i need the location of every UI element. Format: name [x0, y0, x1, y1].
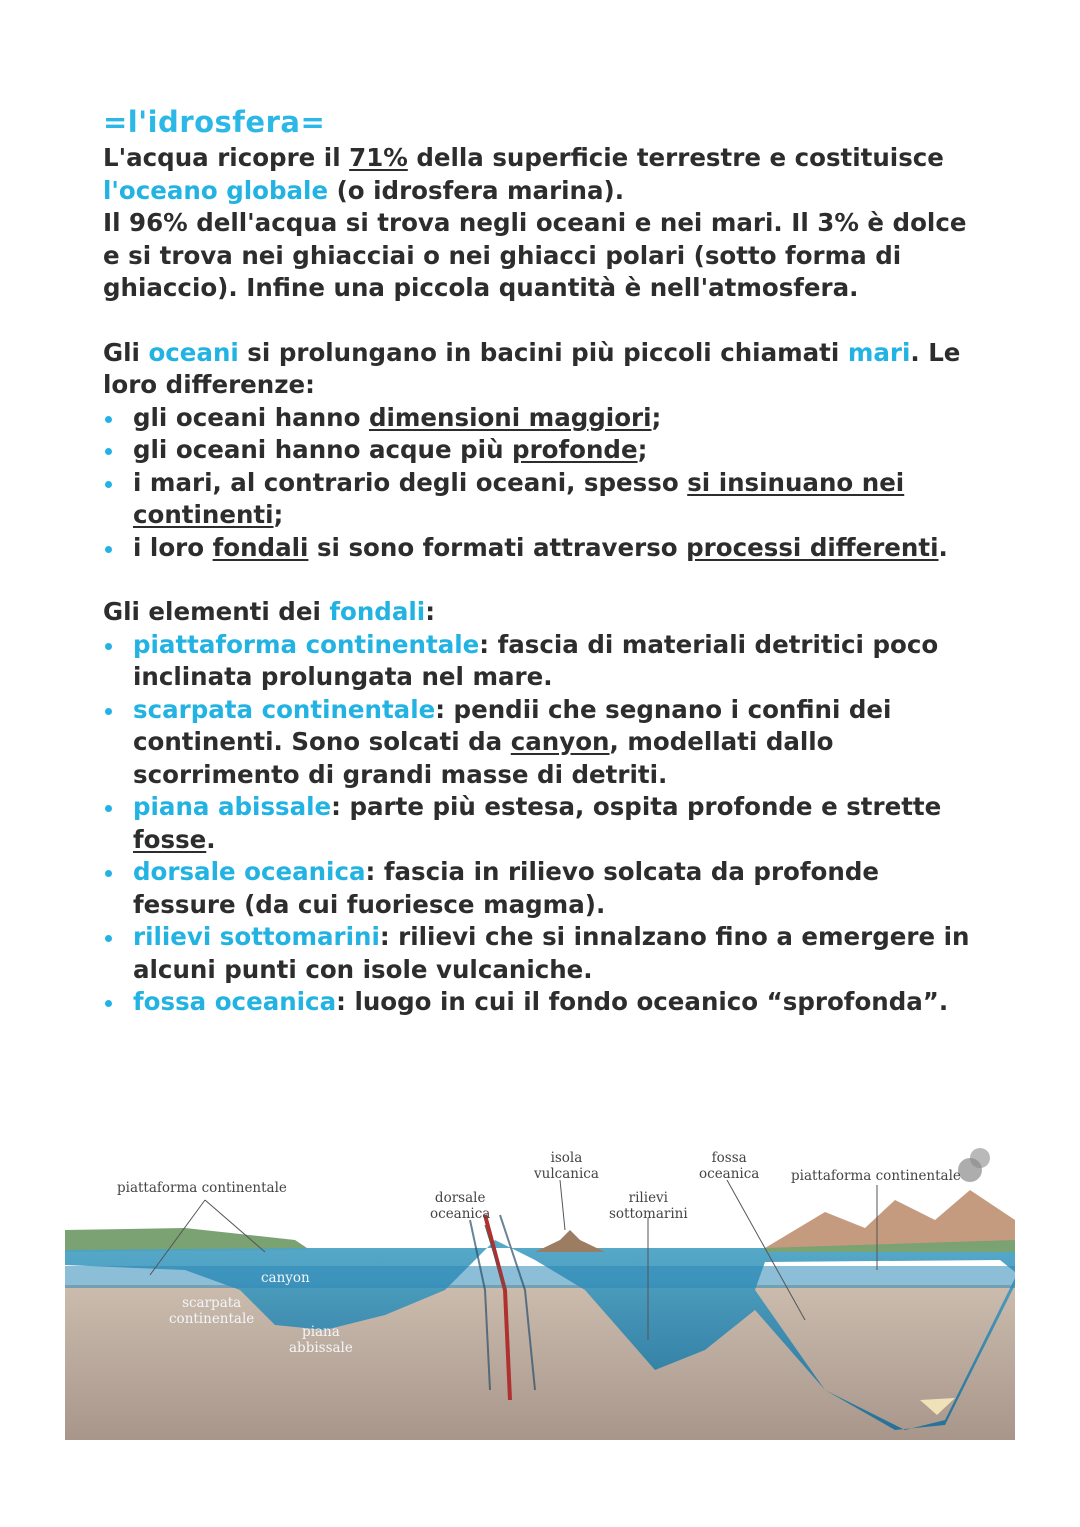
- label-canyon: canyon: [261, 1270, 310, 1286]
- term-piattaforma: piattaforma continentale: [133, 629, 480, 659]
- list-item: gli oceani hanno acque più profonde;: [103, 434, 983, 467]
- oceans-text: Gli: [103, 337, 149, 367]
- intro-percentage: 71%: [349, 143, 408, 172]
- oceans-text: . Le loro differenze:: [103, 337, 961, 399]
- fondali-list: [103, 629, 983, 1019]
- list-item: i mari, al contrario degli oceani, spesso si insinuano nei continenti;: [103, 467, 983, 532]
- fondali-highlight: fondali: [329, 597, 426, 626]
- term-scarpata: scarpata continentale: [133, 694, 436, 724]
- intro-text-2: Il 96% dell'acqua si trova negli oceani e nei mari. Il 3% è dolce e si trova nei ghiacciai o nei ghiacci polari (sotto forma di ghiaccio). Infine una piccola quantità è nell'atmosfera.: [103, 208, 967, 302]
- term-piana: piana abissale: [133, 792, 332, 821]
- intro-paragraph: [103, 142, 983, 305]
- page-title: =l'idrosfera=: [103, 105, 326, 139]
- ocean-floor-diagram: [65, 1140, 1015, 1440]
- oceans-text: si prolungano in bacini più piccoli chiamati: [238, 337, 848, 367]
- page-content: [103, 104, 983, 1019]
- volcano-smoke: [970, 1148, 990, 1168]
- list-item: fossa oceanica: luogo in cui il fondo oceanico “sprofonda”.: [103, 986, 983, 1019]
- fondali-paragraph: Gli elementi dei fondali:: [103, 597, 435, 626]
- label-fossa: fossa oceanica: [699, 1150, 760, 1182]
- list-item: piana abissale: parte più estesa, ospita profonde e strette fosse.: [103, 791, 983, 856]
- label-piattaforma-right: piattaforma continentale: [791, 1168, 961, 1184]
- seas-highlight: mari: [847, 337, 911, 367]
- label-rilievi: rilievi sottomarini: [609, 1190, 688, 1222]
- term-rilievi: rilievi sottomarini: [133, 922, 380, 951]
- list-item: scarpata continentale: pendii che segnano i confini dei continenti. Sono solcati da canyon, modellati dallo scorrimento di grandi masse di detriti.: [103, 694, 983, 792]
- term-dorsale: dorsale oceanica: [133, 857, 366, 886]
- label-piattaforma-left: piattaforma continentale: [117, 1180, 287, 1196]
- label-dorsale: dorsale oceanica: [430, 1190, 491, 1222]
- term-fossa: fossa oceanica: [133, 987, 337, 1016]
- label-isola: isola vulcanica: [534, 1150, 599, 1182]
- oceans-highlight: oceani: [148, 337, 239, 367]
- differences-list: [103, 402, 983, 565]
- list-item: i loro fondali si sono formati attraverso processi differenti.: [103, 532, 983, 565]
- list-item: dorsale oceanica: fascia in rilievo solcata da profonde fessure (da cui fuoriesce magma).: [103, 856, 983, 921]
- oceans-paragraph: [103, 337, 983, 402]
- list-item: rilievi sottomarini: rilievi che si innalzano fino a emergere in alcuni punti con isole vulcaniche.: [103, 921, 983, 986]
- intro-text: (o idrosfera marina).: [328, 175, 625, 205]
- intro-highlight: l'oceano globale: [103, 175, 329, 205]
- label-scarpata: scarpata continentale: [169, 1295, 255, 1327]
- intro-text: della superficie terrestre e costituisce: [407, 143, 944, 172]
- intro-text: L'acqua ricopre il: [103, 143, 350, 172]
- volcanic-island: [535, 1230, 605, 1252]
- list-item: gli oceani hanno dimensioni maggiori;: [103, 402, 983, 435]
- leader-line: [560, 1180, 565, 1230]
- sea-surface: [65, 1266, 1015, 1288]
- list-item: piattaforma continentale: fascia di materiali detritici poco inclinata prolungata nel mare.: [103, 629, 983, 694]
- land-right: [765, 1190, 1015, 1248]
- label-piana: piana abbissale: [289, 1324, 353, 1356]
